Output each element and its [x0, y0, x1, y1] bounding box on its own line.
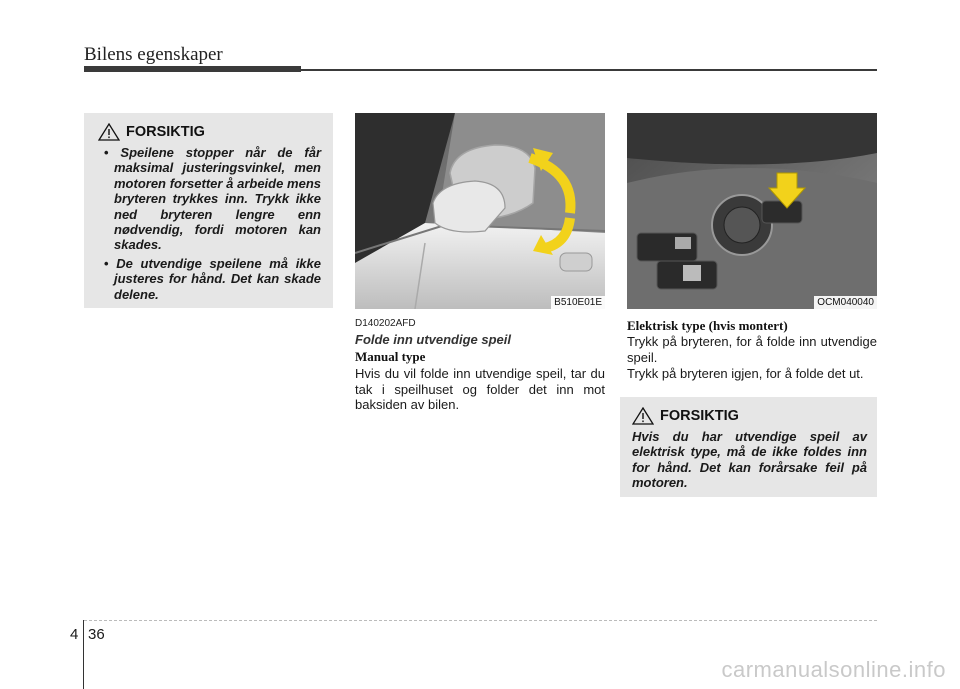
- warning-triangle-icon: [632, 407, 654, 425]
- electric-text-2: Trykk på bryteren igjen, for å folde det ut.: [627, 366, 864, 381]
- figure-code-right: OCM040040: [814, 296, 877, 309]
- caution-heading-right-text: FORSIKTIG: [660, 408, 739, 424]
- mirror-fold-illustration: [355, 113, 605, 309]
- caution-box-left: [84, 113, 333, 308]
- caution-list-left: [98, 145, 321, 302]
- electric-text-1: Trykk på bryteren, for å folde inn utvendige speil.: [627, 334, 877, 365]
- figure-code-left: B510E01E: [551, 296, 605, 309]
- watermark: carmanualsonline.info: [721, 657, 946, 682]
- caution-heading-left: [98, 123, 321, 141]
- caution-item: • Speilene stopper når de får maksimal justeringsvinkel, men motoren forsetter å arbeide mens bryteren trykkes inn. Trykk ikke ned bryteren lengre enn nødvendig, fordi motoren kan skades.: [98, 145, 321, 253]
- mirror-fold-photo: [355, 113, 605, 309]
- footer-rule: [84, 620, 877, 621]
- mirror-switch-illustration: [627, 113, 877, 309]
- caution-heading-right: [632, 407, 867, 425]
- header-title: Bilens egenskaper: [84, 44, 223, 65]
- footer-divider: [83, 620, 84, 689]
- electric-heading: Elektrisk type (hvis montert): [627, 318, 788, 333]
- caution-text-right: Hvis du har utvendige speil av elektrisk type, må de ikke foldes inn for hånd. Det kan forårsake feil på motoren.: [632, 429, 867, 491]
- page-number: 36: [88, 626, 105, 643]
- caution-heading-left-text: FORSIKTIG: [126, 124, 205, 140]
- mirror-switch-photo: [627, 113, 877, 309]
- caution-box-right: [620, 397, 877, 497]
- caution-item: • De utvendige speilene må ikke justeres for hånd. Det kan skade delene.: [98, 256, 321, 302]
- chapter-number: 4: [70, 626, 79, 643]
- manual-heading: Manual type: [355, 349, 426, 364]
- section-code: D140202AFD: [355, 318, 416, 329]
- manual-text: Hvis du vil folde inn utvendige speil, tar du tak i speilhuset og folder det inn mot baksiden av bilen.: [355, 366, 605, 412]
- header-rule-thin: [301, 69, 877, 71]
- header-rule-thick: [84, 66, 301, 72]
- warning-triangle-icon: [98, 123, 120, 141]
- section-title: Folde inn utvendige speil: [355, 332, 512, 347]
